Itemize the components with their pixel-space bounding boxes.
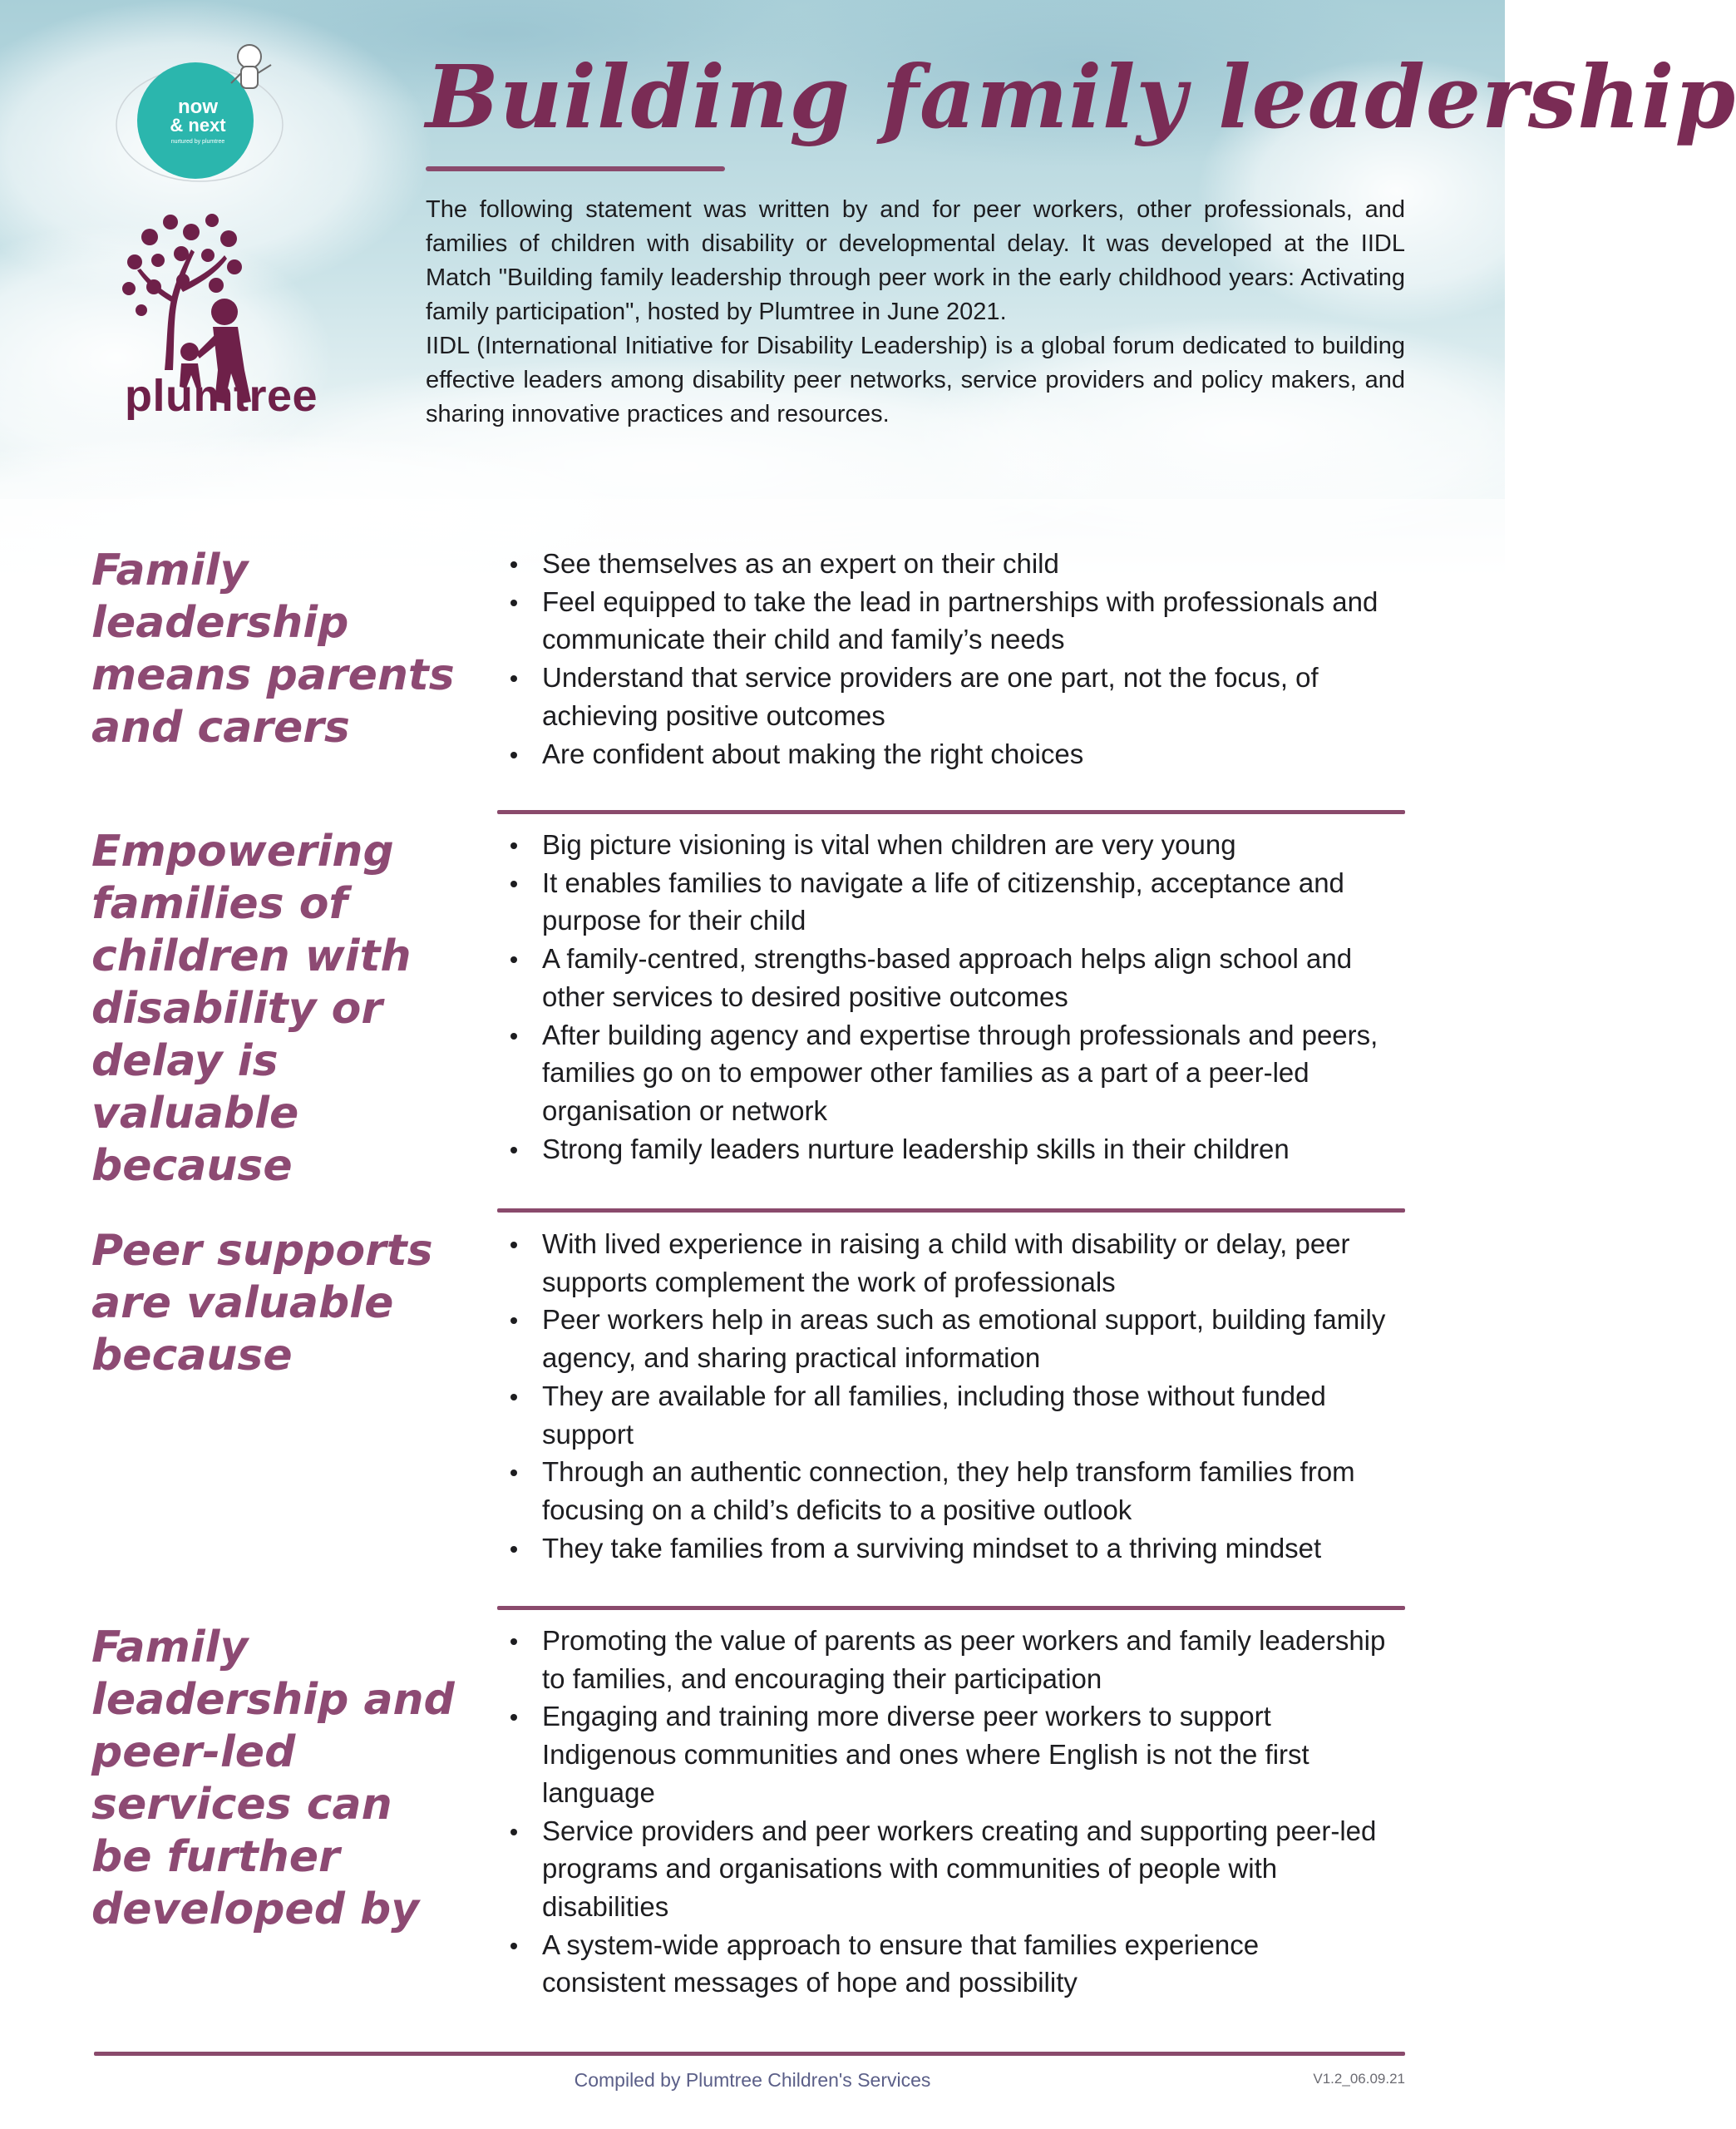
plumtree-wordmark: plumtree xyxy=(125,371,318,421)
section-divider xyxy=(497,1208,1405,1213)
bullet-list xyxy=(497,1225,1387,1567)
list-item: A system-wide approach to ensure that families experience consistent messages of hope and possibility xyxy=(497,1926,1387,2002)
bullet-list xyxy=(497,545,1387,773)
intro-paragraph: The following statement was written by and for peer workers, other professionals, and families of children with disability or developmental delay. It was developed at the IIDL Match "Building family leadership through peer work in the early childhood years: Activating family participation", hosted by Plumtree in June 2021. xyxy=(426,196,1405,325)
list-item: See themselves as an expert on their child xyxy=(497,545,1387,583)
section-heading: Family leadership and peer-led services can be further developed by xyxy=(91,1623,455,1934)
list-item: With lived experience in raising a child with disability or delay, peer supports complement the work of professionals xyxy=(497,1225,1387,1301)
list-item: They are available for all families, including those without funded support xyxy=(497,1377,1387,1453)
list-item: Are confident about making the right choices xyxy=(497,735,1387,773)
list-item: Engaging and training more diverse peer workers to support Indigenous communities and ones where English is not the first language xyxy=(497,1697,1387,1811)
list-item: They take families from a surviving mindset to a thriving mindset xyxy=(497,1529,1387,1568)
list-item: Big picture visioning is vital when children are very young xyxy=(497,826,1387,864)
now-next-line2: & next xyxy=(170,115,226,136)
list-item: Promoting the value of parents as peer workers and family leadership to families, and encouraging their participation xyxy=(497,1622,1387,1697)
section-heading: Family leadership means parents and carers xyxy=(91,546,455,753)
page-title: Building family leadership xyxy=(426,46,1736,148)
list-item: Understand that service providers are one part, not the focus, of achieving positive outcomes xyxy=(497,659,1387,734)
section-divider xyxy=(497,1606,1405,1610)
list-item: Feel equipped to take the lead in partnerships with professionals and communicate their child and family’s needs xyxy=(497,583,1387,659)
list-item: After building agency and expertise through professionals and peers, families go on to empower other families as a part of a peer-led organisation or network xyxy=(497,1016,1387,1130)
list-item: Peer workers help in areas such as emotional support, building family agency, and sharing practical information xyxy=(497,1301,1387,1376)
bullet-list xyxy=(497,1622,1387,2002)
section-heading: Empowering families of children with disability or delay is valuable because xyxy=(91,827,412,1191)
footer-divider xyxy=(94,2052,1405,2056)
list-item: It enables families to navigate a life of citizenship, acceptance and purpose for their child xyxy=(497,864,1387,940)
list-item: Service providers and peer workers creating and supporting peer-led programs and organisations with communities of people with disabilities xyxy=(497,1812,1387,1926)
title-underline xyxy=(426,166,725,171)
list-item: A family-centred, strengths-based approach helps align school and other services to desired positive outcomes xyxy=(497,940,1387,1015)
list-item: Through an authentic connection, they help transform families from focusing on a child’s deficits to a positive outlook xyxy=(497,1453,1387,1529)
list-item: Strong family leaders nurture leadership skills in their children xyxy=(497,1130,1387,1168)
now-next-tagline: nurtured by plumtree xyxy=(170,139,225,145)
bullet-list xyxy=(497,826,1387,1168)
now-next-line1: now xyxy=(178,96,218,118)
section-divider xyxy=(497,810,1405,814)
now-next-logo xyxy=(108,33,291,200)
version-label: V1.2_06.09.21 xyxy=(1313,2071,1405,2087)
intro-text xyxy=(426,193,1405,432)
footer-credit: Compiled by Plumtree Children's Services xyxy=(574,2069,931,2091)
intro-paragraph: IIDL (International Initiative for Disability Leadership) is a global forum dedicated to building effective leaders among disability peer networks, service providers and policy makers, and sharing innovative practices and resources. xyxy=(426,333,1405,427)
section-heading: Peer supports are valuable because xyxy=(91,1226,433,1381)
